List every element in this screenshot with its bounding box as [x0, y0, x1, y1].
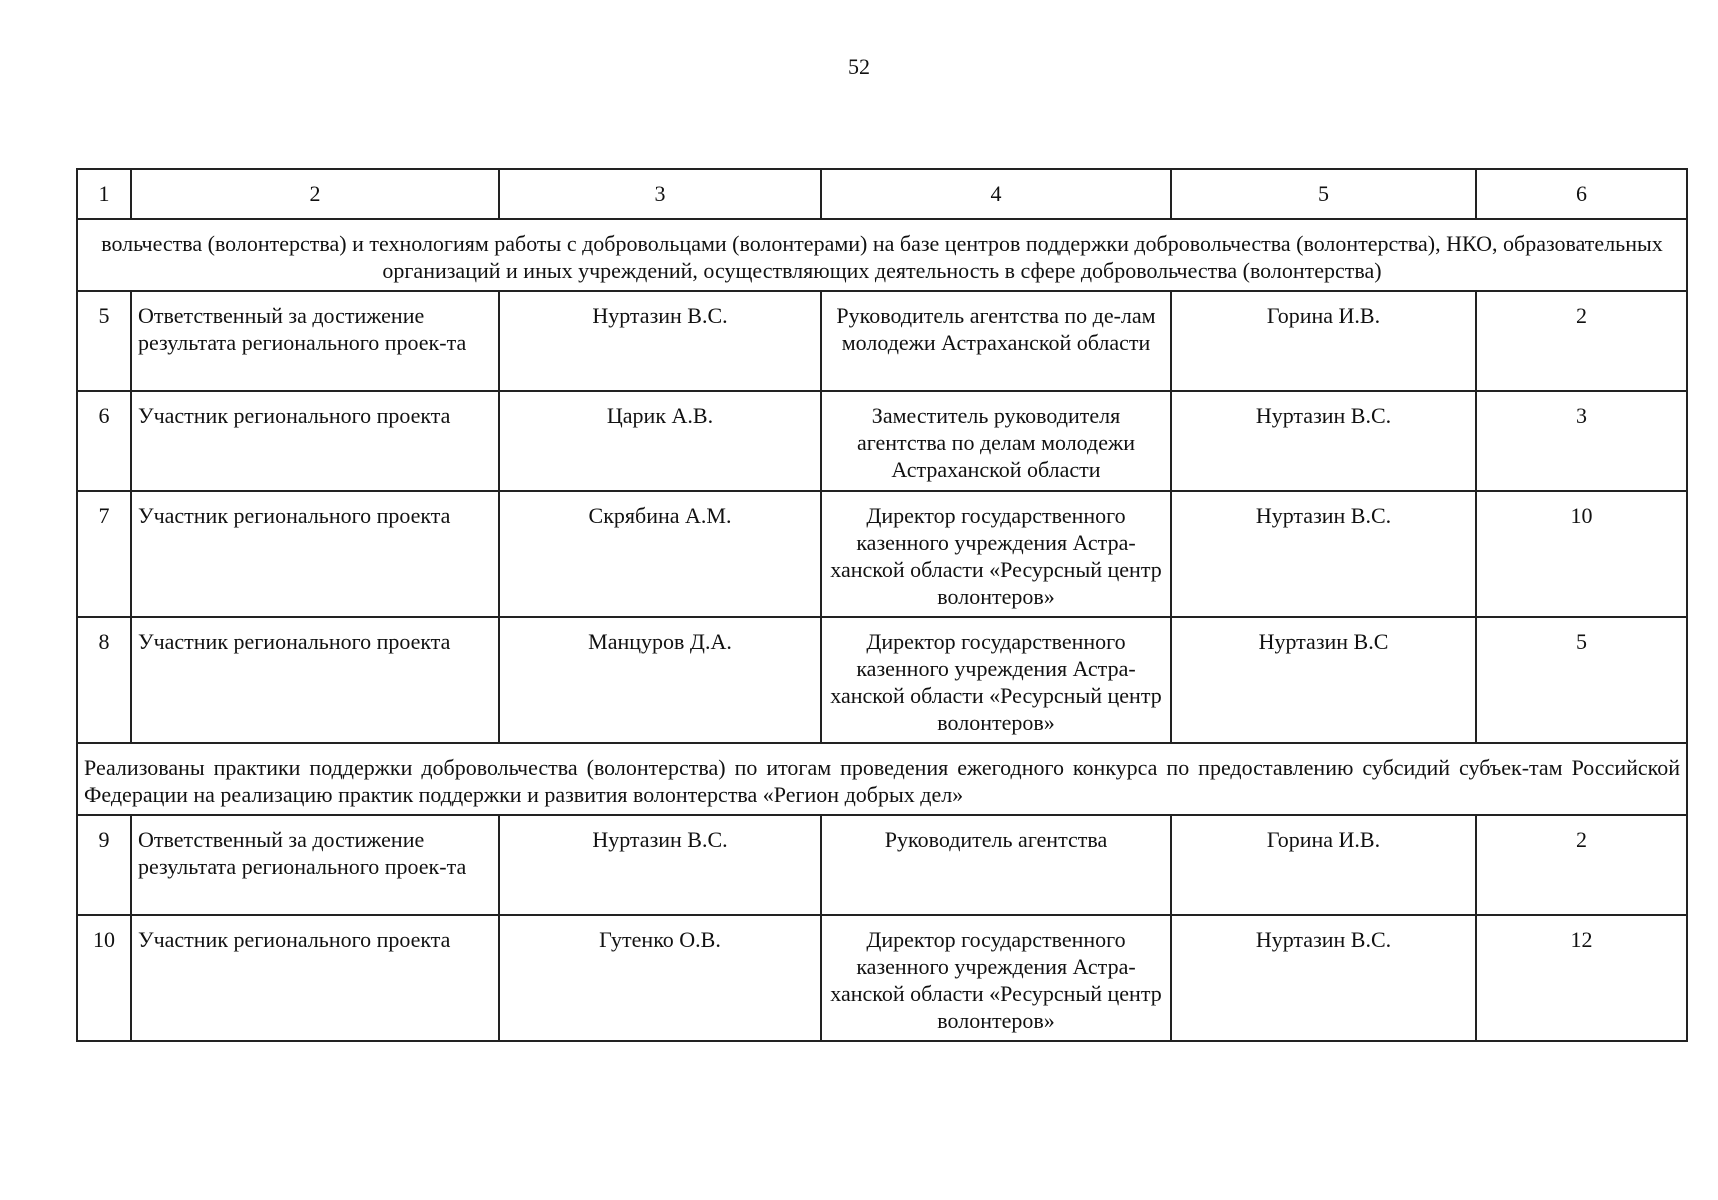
- position-cell: Директор государственного казенного учреждения Астра-ханской области «Ресурсный центр волонтеров»: [821, 617, 1171, 743]
- row-number: 6: [77, 391, 131, 491]
- name-cell: Скрябина А.М.: [499, 491, 821, 617]
- column-number: 3: [499, 169, 821, 219]
- position-cell: Директор государственного казенного учреждения Астра-ханской области «Ресурсный центр волонтеров»: [821, 491, 1171, 617]
- role-cell: Участник регионального проекта: [131, 617, 499, 743]
- supervisor-cell: Горина И.В.: [1171, 291, 1476, 391]
- responsibility-table: [76, 168, 1688, 1042]
- percent-cell: 2: [1476, 815, 1687, 915]
- column-number: 1: [77, 169, 131, 219]
- column-number: 6: [1476, 169, 1687, 219]
- name-cell: Царик А.В.: [499, 391, 821, 491]
- table-row: [77, 391, 1687, 491]
- supervisor-cell: Горина И.В.: [1171, 815, 1476, 915]
- supervisor-cell: Нуртазин В.С.: [1171, 391, 1476, 491]
- role-cell: Участник регионального проекта: [131, 491, 499, 617]
- percent-cell: 3: [1476, 391, 1687, 491]
- supervisor-cell: Нуртазин В.С.: [1171, 915, 1476, 1041]
- table-row: [77, 291, 1687, 391]
- name-cell: Нуртазин В.С.: [499, 815, 821, 915]
- page-number: 52: [848, 54, 870, 79]
- row-number: 10: [77, 915, 131, 1041]
- name-cell: Гутенко О.В.: [499, 915, 821, 1041]
- table-row: [77, 617, 1687, 743]
- role-cell: Участник регионального проекта: [131, 915, 499, 1041]
- role-cell: Участник регионального проекта: [131, 391, 499, 491]
- name-cell: Манцуров Д.А.: [499, 617, 821, 743]
- supervisor-cell: Нуртазин В.С: [1171, 617, 1476, 743]
- position-cell: Заместитель руководителя агентства по делам молодежи Астраханской области: [821, 391, 1171, 491]
- position-cell: Директор государственного казенного учреждения Астра-ханской области «Ресурсный центр волонтеров»: [821, 915, 1171, 1041]
- table-row: [77, 915, 1687, 1041]
- percent-cell: 10: [1476, 491, 1687, 617]
- row-number: 9: [77, 815, 131, 915]
- section-heading: вольчества (волонтерства) и технологиям работы с добровольцами (волонтерами) на базе центров поддержки добровольчества (волонтерства), НКО, образовательных организаций и иных учреждений, осуществляющих деятельность в сфере добровольчества (волонтерства): [77, 219, 1687, 291]
- row-number: 7: [77, 491, 131, 617]
- role-cell: Ответственный за достижение результата регионального проек-та: [131, 815, 499, 915]
- section-row: [77, 219, 1687, 291]
- percent-cell: 2: [1476, 291, 1687, 391]
- table-row: [77, 491, 1687, 617]
- column-number: 2: [131, 169, 499, 219]
- row-number: 8: [77, 617, 131, 743]
- position-cell: Руководитель агентства: [821, 815, 1171, 915]
- column-number: 4: [821, 169, 1171, 219]
- column-number-row: [77, 169, 1687, 219]
- column-number: 5: [1171, 169, 1476, 219]
- row-number: 5: [77, 291, 131, 391]
- role-cell: Ответственный за достижение результата регионального проек-та: [131, 291, 499, 391]
- supervisor-cell: Нуртазин В.С.: [1171, 491, 1476, 617]
- position-cell: Руководитель агентства по де-лам молодежи Астраханской области: [821, 291, 1171, 391]
- section-heading: Реализованы практики поддержки добровольчества (волонтерства) по итогам проведения ежегодного конкурса по предоставлению субсидий субъек-там Российской Федерации на реализацию практик поддержки и развития волонтерства «Регион добрых дел»: [77, 743, 1687, 815]
- name-cell: Нуртазин В.С.: [499, 291, 821, 391]
- table-row: [77, 815, 1687, 915]
- percent-cell: 12: [1476, 915, 1687, 1041]
- section-row: [77, 743, 1687, 815]
- percent-cell: 5: [1476, 617, 1687, 743]
